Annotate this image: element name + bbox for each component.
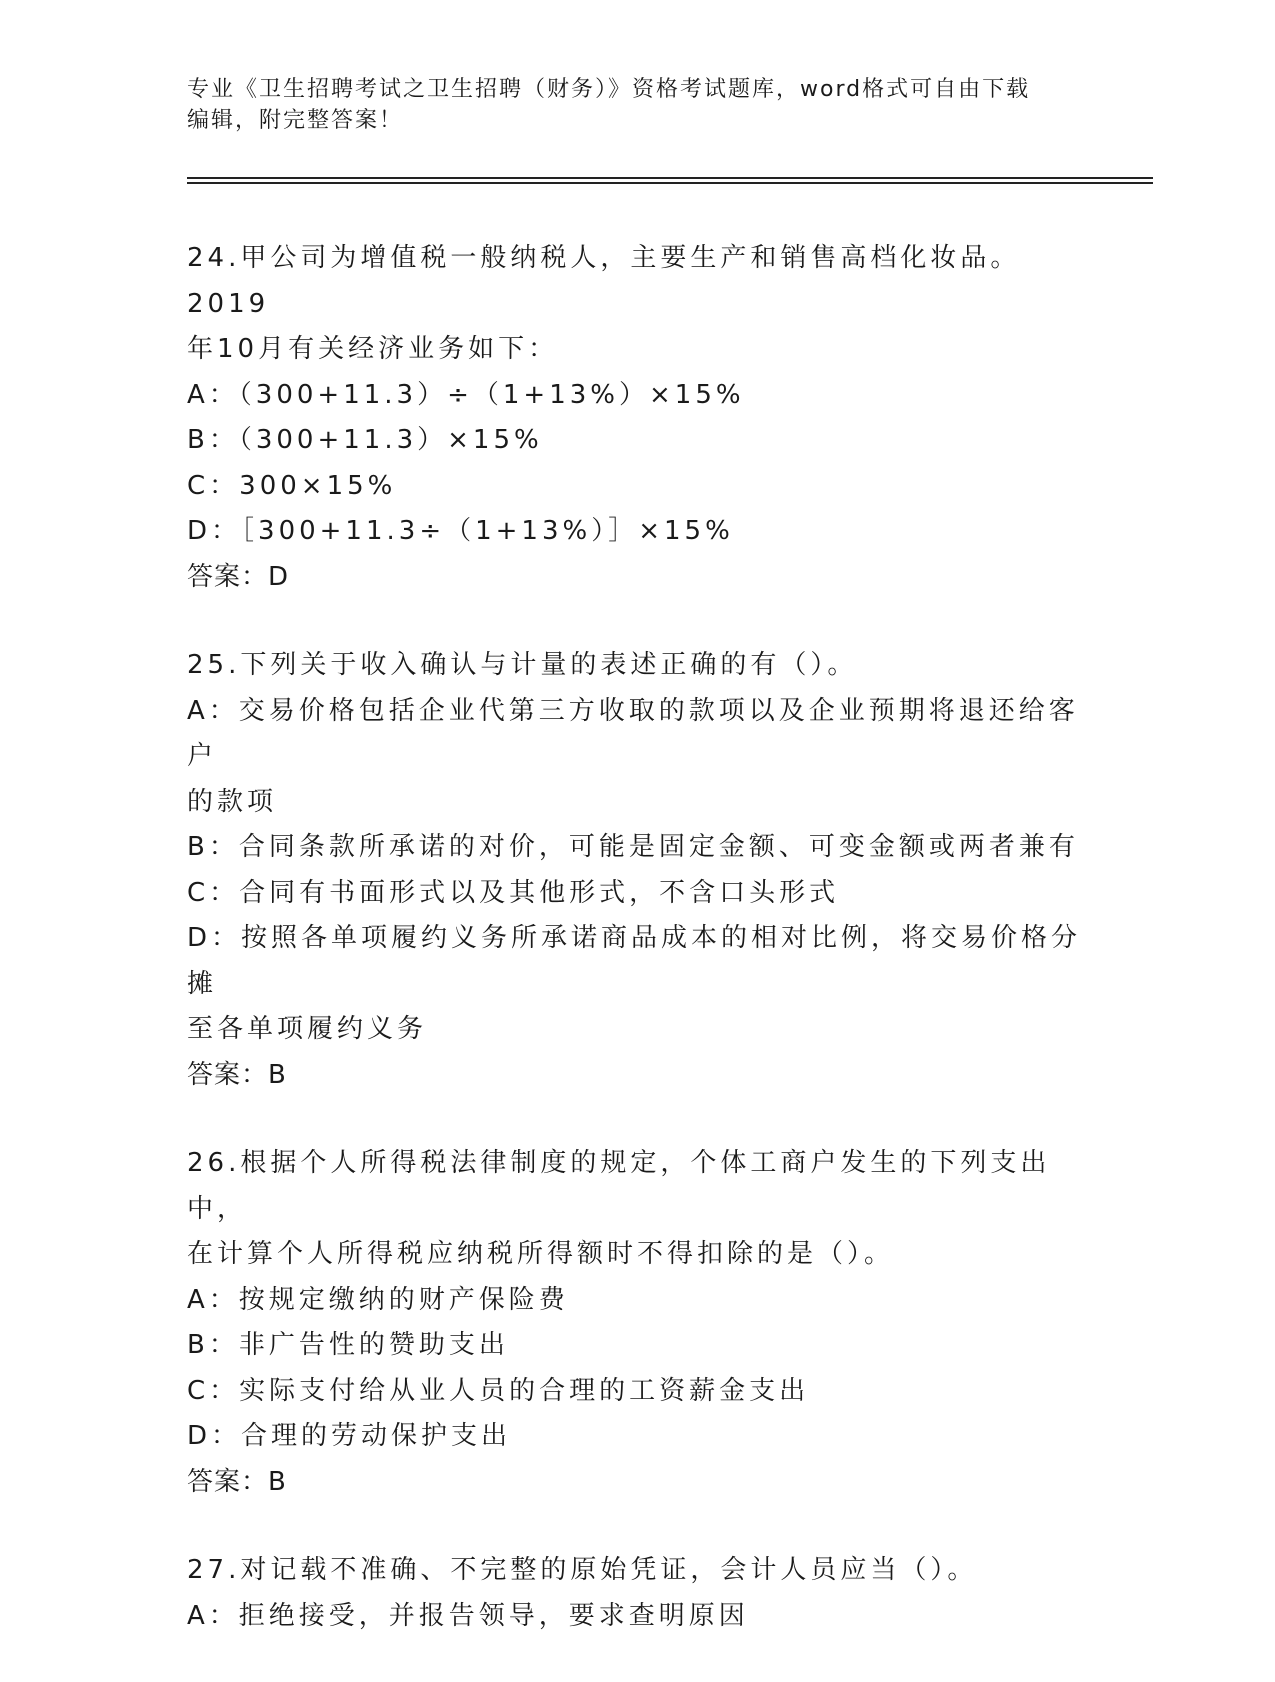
question-25 (187, 643, 1087, 1098)
option-b: B：非广告性的赞助支出 (187, 1330, 509, 1360)
question-24 (187, 236, 1087, 600)
answer: 答案：B (187, 1466, 287, 1497)
header-rule-bottom (187, 182, 1153, 184)
option-b: B：合同条款所承诺的对价，可能是固定金额、可变金额或两者兼有 (187, 832, 1079, 862)
header-line-1: 专业《卫生招聘考试之卫生招聘（财务）》资格考试题库，word格式可自由下载 (187, 77, 1031, 102)
question-27 (187, 1548, 1087, 1639)
option-d: D：按照各单项履约义务所承诺商品成本的相对比例，将交易价格分摊 (187, 923, 1082, 999)
question-stem: 25.下列关于收入确认与计量的表述正确的有（）。 (187, 650, 858, 680)
option-d-continued: 至各单项履约义务 (187, 1014, 428, 1044)
question-26 (187, 1141, 1087, 1505)
option-a: A：拒绝接受，并报告领导，要求查明原因 (187, 1600, 749, 1631)
option-b: B：（300+11.3）×15% (187, 425, 543, 455)
question-stem: 26.根据个人所得税法律制度的规定，个体工商户发生的下列支出中， (187, 1148, 1051, 1224)
option-c: C：300×15% (187, 470, 397, 501)
document-header (187, 74, 1087, 136)
option-a: A：交易价格包括企业代第三方收取的款项以及企业预期将退还给客户 (187, 695, 1079, 771)
question-stem: 24.甲公司为增值税一般纳税人，主要生产和销售高档化妆品。2019 (187, 243, 1021, 319)
option-d: D：合理的劳动保护支出 (187, 1421, 512, 1451)
option-a-continued: 的款项 (187, 786, 278, 817)
option-c: C：实际支付给从业人员的合理的工资薪金支出 (187, 1375, 810, 1406)
question-stem-continued: 年10月有关经济业务如下： (187, 334, 559, 364)
question-stem: 27.对记载不准确、不完整的原始凭证，会计人员应当（）。 (187, 1555, 978, 1585)
answer: 答案：D (187, 561, 290, 592)
header-rule-top (187, 177, 1153, 179)
header-line-2: 编辑，附完整答案！ (187, 108, 404, 133)
question-stem-continued: 在计算个人所得税应纳税所得额时不得扣除的是（）。 (187, 1239, 895, 1269)
option-a: A：（300+11.3）÷（1+13%）×15% (187, 379, 745, 410)
option-d: D：［300+11.3÷（1+13%）］×15% (187, 516, 734, 546)
answer: 答案：B (187, 1059, 287, 1090)
question-list (187, 236, 1087, 1682)
option-c: C：合同有书面形式以及其他形式，不含口头形式 (187, 877, 840, 908)
option-a: A：按规定缴纳的财产保险费 (187, 1284, 569, 1315)
